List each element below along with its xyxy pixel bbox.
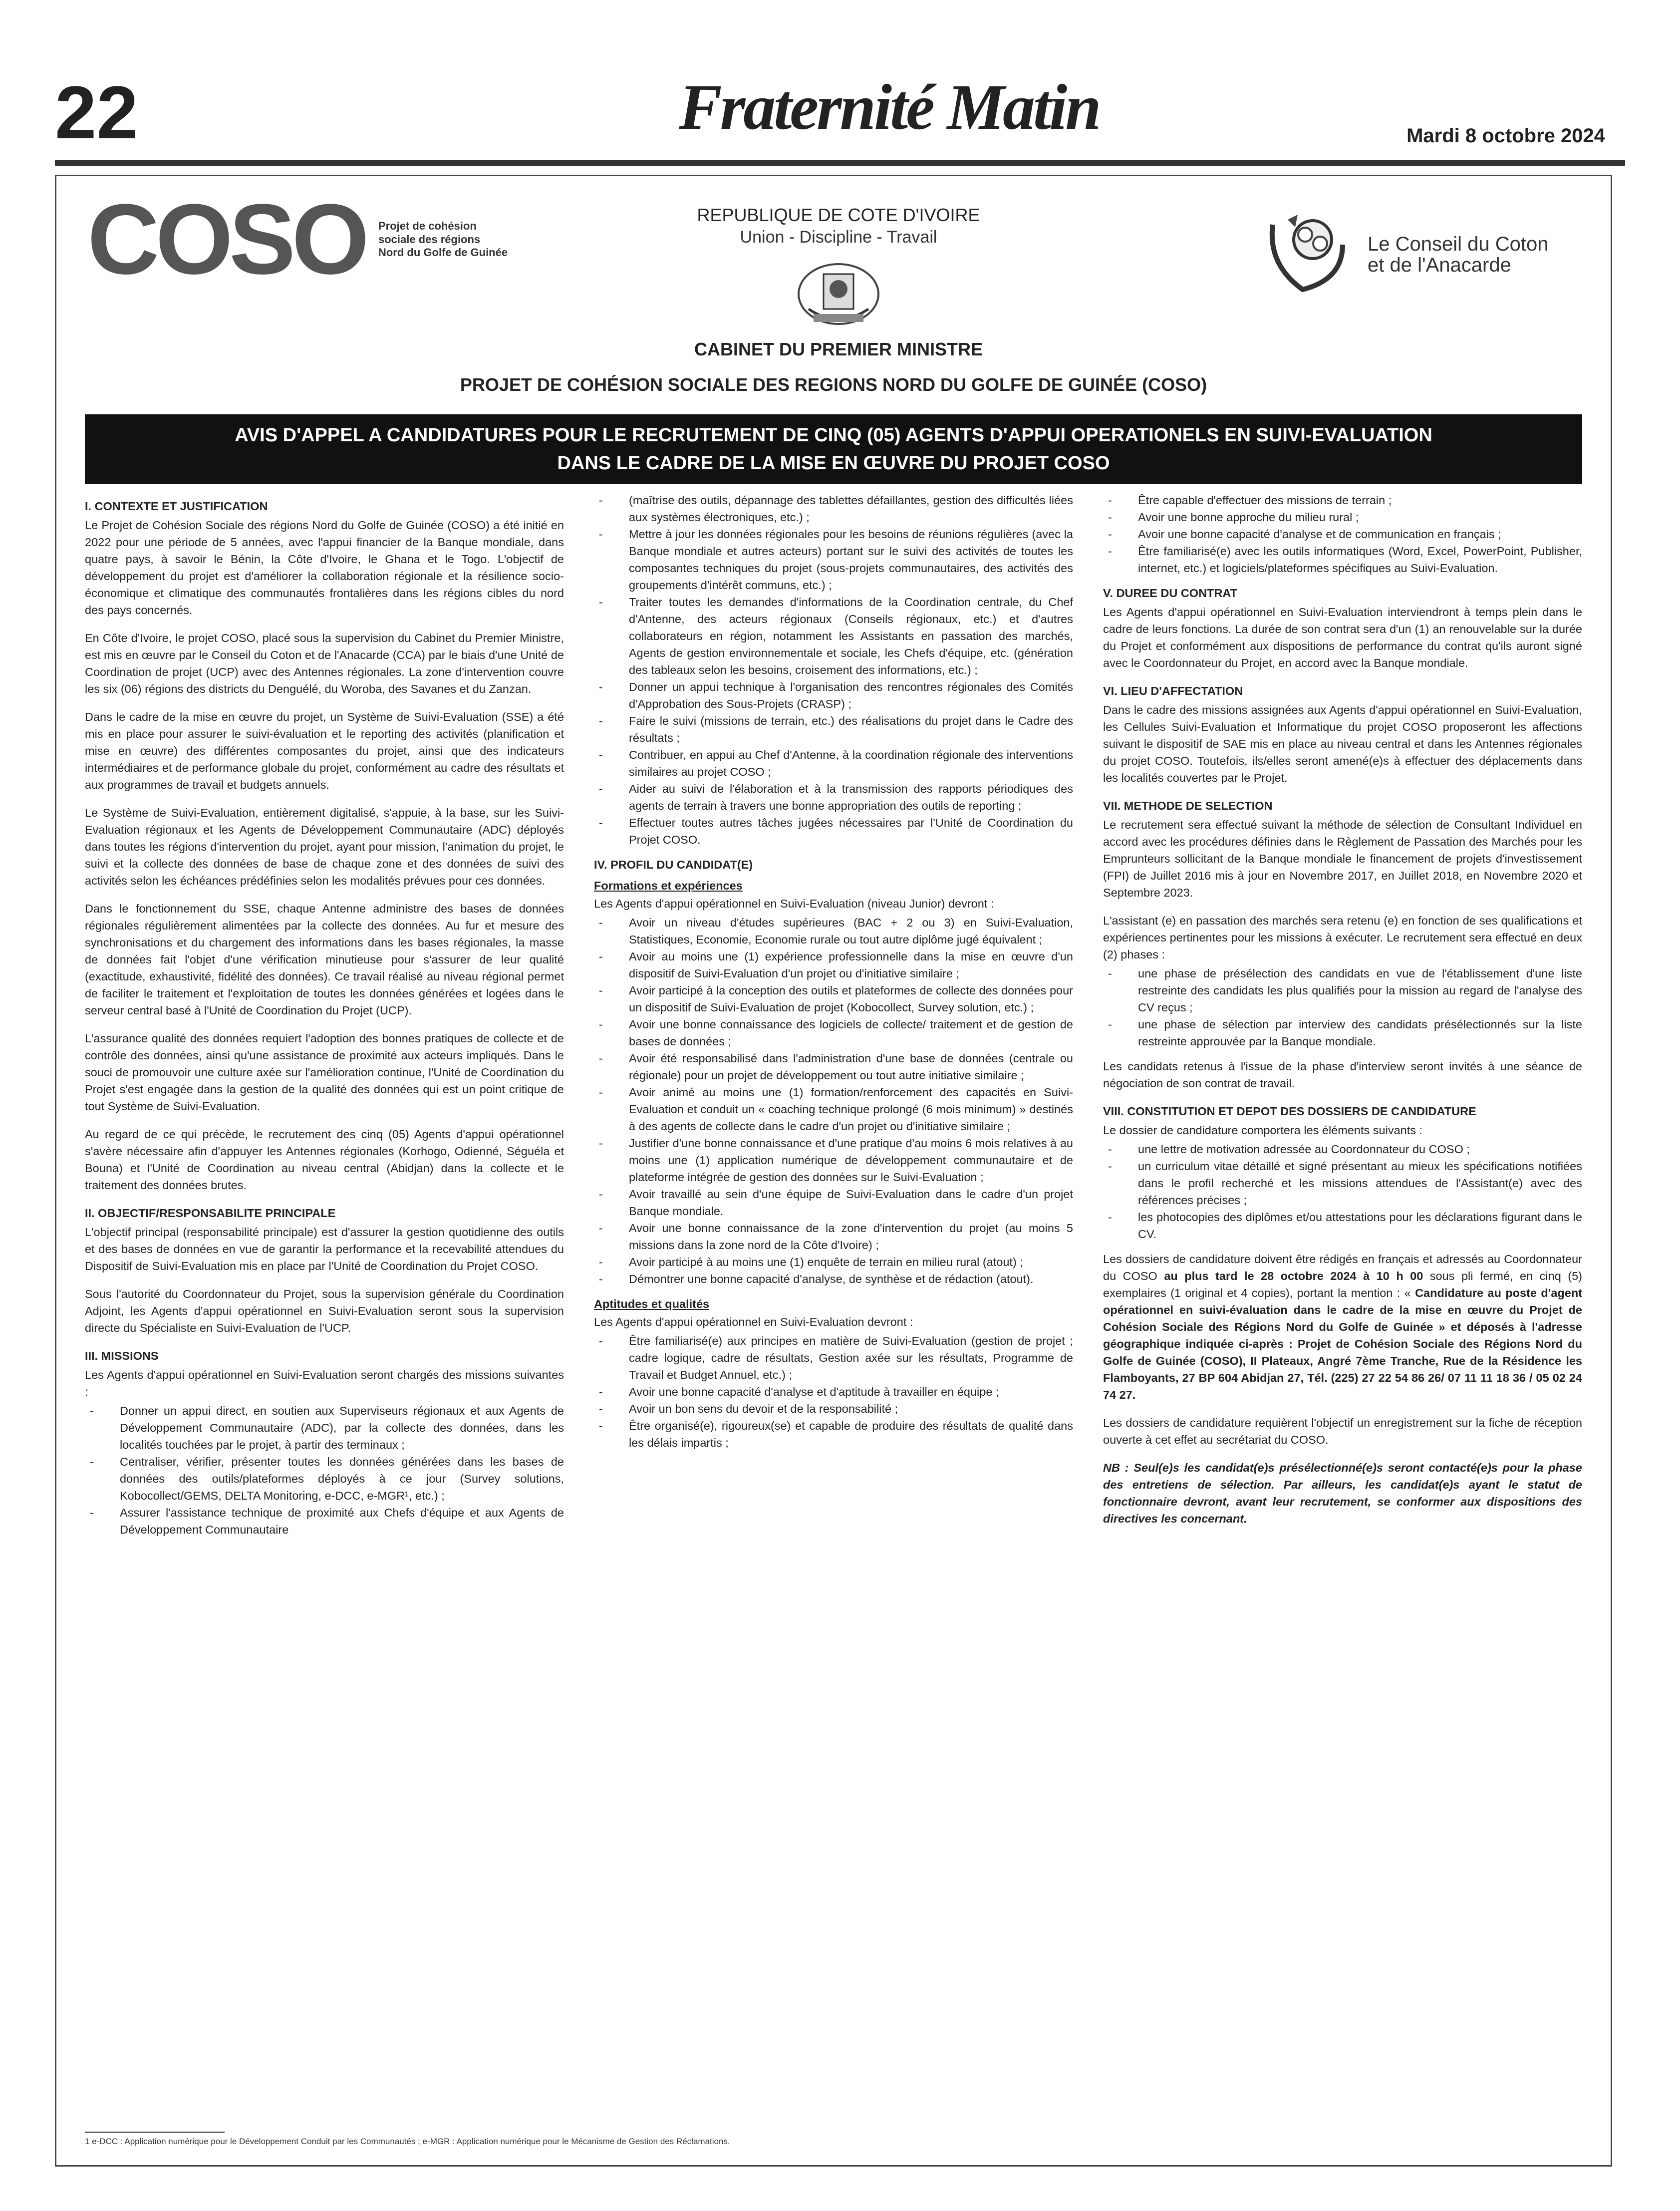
paragraph: Le recrutement sera effectué suivant la méthode de sélection de Consultant Individuel en accord avec les procédures définies dans le Règlement de Passation des Marchés pour les Emprunteurs sollicitant de la Banque mondiale le financement de projets d'investissement (FPI) de Juillet 2016 mis à jour en Novembre 2017, en Juillet 2018, en Novembre 2020 et Septembre 2023.: [1103, 818, 1582, 899]
list-item: - Aider au suivi de l'élaboration et à la transmission des rapports périodiques des agents de terrain à travers une bonne appropriation des outils de reporting ;: [594, 780, 1073, 814]
ccc-name-line1: Le Conseil du Coton: [1368, 233, 1549, 255]
paragraph: L'objectif principal (responsabilité principale) est d'assurer la gestion quotidienne des outils et des bases de données en vue de garantir la performance et la recevabilité attendues du Dispositif de Suivi-Evaluation mis en place par l'Unité de Coordination du Projet COSO.: [85, 1226, 564, 1272]
cotton-cashew-icon: [1258, 205, 1358, 305]
paragraph: Dans le cadre de la mise en œuvre du projet, un Système de Suivi-Evaluation (SSE) a été mis en place pour assurer le suivi-évaluation et le reporting des activités (planification et mise en œuvre) des différentes composantes du projet, ainsi que des indicateurs intermédiaires et de performance globale du projet, conformément au cadre des résultats et aux programmes de travail et budgets annuels.: [85, 710, 564, 791]
paragraph: Au regard de ce qui précède, le recrutement des cinq (05) Agents d'appui opérationnel s'avère nécessaire afin d'appuyer les Antennes régionales (Korhogo, Odienné, Séguéla et Bouna) et l'Unité de Coordination au niveau central (Abidjan) dans la collecte et le traitement des données brutes.: [85, 1128, 564, 1192]
list-item: - Avoir au moins une (1) expérience professionnelle dans la mise en œuvre d'un dispositif de Suivi-Evaluation d'un projet ou d'initiative similaire ;: [594, 948, 1073, 982]
country-name: REPUBLIQUE DE COTE D'IVOIRE: [697, 205, 980, 225]
list-item: - Avoir un bon sens du devoir et de la responsabilité ;: [594, 1400, 1073, 1417]
missions-list: [85, 1402, 564, 1538]
section-heading: II. OBJECTIF/RESPONSABILITE PRINCIPALE: [85, 1207, 336, 1220]
footnote: 1 e-DCC : Application numérique pour le Développement Conduit par les Communautés ; e-MGR : Application numérique pour le Mécanisme de Gestion des Réclamations.: [85, 2137, 730, 2146]
paragraph: L'assistant (e) en passation des marchés sera retenu (e) en fonction de ses qualifications et expériences pertinentes pour les missions à exécuter. Le recrutement sera effectué en deux (2) phases :: [1103, 914, 1582, 961]
list-item: - Avoir participé à la conception des outils et plateformes de collecte des données pour un dispositif de Suivi-Evaluation de projet (Kobocollect, Survey solution, etc.) ;: [594, 982, 1073, 1016]
list-item: - Avoir une bonne connaissance de la zone d'intervention du projet (au moins 5 missions dans la zone nord de la Côte d'Ivoire) ;: [594, 1220, 1073, 1254]
missions-list-continued: [594, 492, 1073, 848]
text-run: sous pli fermé, en cinq (5) exemplaires (1 original et 4 copies), portant la mention : «: [1103, 1269, 1582, 1299]
text-run: Les dossiers de candidature doivent être rédigés en français et adressés au Coordonnateur du COSO: [1103, 1253, 1582, 1282]
notice-title-banner: [85, 414, 1582, 484]
paragraph: Les Agents d'appui opérationnel en Suivi-Evaluation devront :: [594, 1315, 913, 1328]
section-heading: VII. METHODE DE SELECTION: [1103, 799, 1273, 812]
list-item: - Être organisé(e), rigoureux(se) et capable de produire des résultats de qualité dans les délais impartis ;: [594, 1417, 1073, 1451]
list-item: - une phase de présélection des candidats en vue de l'établissement d'une liste restreinte des candidats les plus qualifiés pour la mission au regard de l'analyse des CV reçus ;: [1103, 965, 1582, 1016]
qualifications-list: [594, 914, 1073, 1287]
project-title: PROJET DE COHÉSION SOCIALE DES REGIONS NORD DU GOLFE DE GUINÉE (COSO): [460, 374, 1207, 395]
paragraph: Les Agents d'appui opérationnel en Suivi-Evaluation seront chargés des missions suivantes :: [85, 1368, 564, 1398]
deadline-text: au plus tard le 28 octobre 2024 à 10 h 00: [1164, 1269, 1423, 1282]
list-item: - Donner un appui direct, en soutien aux Superviseurs régionaux et aux Agents de Développement Communautaire (ADC), par la collecte des données, dans les localités touchées par le projet, à partir des terminaux ;: [85, 1402, 564, 1453]
list-item: - Donner un appui technique à l'organisation des rencontres régionales des Comités d'Approbation des Sous-Projets (CRASP) ;: [594, 678, 1073, 712]
list-item: - Être familiarisé(e) aux principes en matière de Suivi-Evaluation (gestion de projet ; cadre logique, cadre de résultats, Gestion axée sur les résultats, Programme de Travail et Budget Annuel, etc.) ;: [594, 1332, 1073, 1383]
ccc-logo: [1258, 205, 1577, 305]
government-header: [644, 205, 1033, 360]
column-1: [85, 492, 564, 1546]
paragraph: Le Système de Suivi-Evaluation, entièrement digitalisé, s'appuie, à la base, sur les Suivi-Evaluation régionaux et les Agents de Développement Communautaire (ADC) déployés dans toutes les régions d'intervention du projet, ayant pour mission, l'animation du projet, le suivi et la collecte des données de base de chaque zone et des données de suivi des activités selon les échéances prédéfinies selon les modalités prévues pour ces données.: [85, 806, 564, 887]
list-item: - Démontrer une bonne capacité d'analyse, de synthèse et de rédaction (atout).: [594, 1270, 1073, 1287]
list-item: - les photocopies des diplômes et/ou attestations pour les déclarations figurant dans le CV.: [1103, 1209, 1582, 1243]
section-heading: IV. PROFIL DU CANDIDAT(E): [594, 858, 753, 871]
section-heading: VI. LIEU D'AFFECTATION: [1103, 684, 1243, 697]
paragraph: Le Projet de Cohésion Sociale des régions Nord du Golfe de Guinée (COSO) a été initié en 2022 pour une période de 5 années, avec l'appui financier de la Banque mondiale, dans quatre pays, à savoir le Bénin, la Côte d'Ivoire, le Ghana et le Togo. L'objectif de développement du projet est d'améliorer la collaboration régionale et la résilience socio-économique et climatique des communautés frontalières dans les régions cibles du nord des pays concernés.: [85, 519, 564, 617]
coso-wordmark: [87, 184, 365, 295]
list-item: - (maîtrise des outils, dépannage des tablettes défaillantes, gestion des difficultés liées aux systèmes électroniques, etc.) ;: [594, 492, 1073, 526]
banner-line-1: AVIS D'APPEL A CANDIDATURES POUR LE RECRUTEMENT DE CINQ (05) AGENTS D'APPUI OPERATIONELS EN SUIVI-EVALUATION: [235, 425, 1432, 446]
paragraph: Les dossiers de candidature requièrent l'objectif un enregistrement sur la fiche de réception ouverte à cet effet au secrétariat du COSO.: [1103, 1416, 1582, 1446]
ccc-name-line2: et de l'Anacarde: [1368, 254, 1511, 276]
section-heading: I. CONTEXTE ET JUSTIFICATION: [85, 500, 268, 513]
list-item: - Être familiarisé(e) avec les outils informatiques (Word, Excel, PowerPoint, Publisher, internet, etc.) et logiciels/plateformes spécifiques au Suivi-Evaluation.: [1103, 543, 1582, 577]
newspaper-masthead: Fraternité Matin: [679, 71, 1100, 143]
coso-tagline: Projet de cohésion sociale des régions Nord du Golfe de Guinée: [378, 220, 508, 259]
submission-address: Candidature au poste d'agent opérationnel en suivi-évaluation dans le cadre de la mise en œuvre du Projet de Cohésion Sociale des Régions Nord du Golfe de Guinée » et déposés à l'adresse géographique indiquée ci-après : Projet de Cohésion Sociale des Régions Nord du Golfe de Guinée (COSO), II Plateaux, Angré 7ème Tranche, Rue de la Résidence les Flamboyants, 27 BP 604 Abidjan 27, Tél. (225) 27 22 54 86 26/ 07 11 11 18 36 / 05 02 24 74 27.: [1103, 1286, 1582, 1401]
list-item: - Contribuer, en appui au Chef d'Antenne, à la coordination régionale des interventions similaires au projet COSO ;: [594, 746, 1073, 780]
submission-paragraph: [1103, 1251, 1582, 1403]
list-item: - Avoir été responsabilisé dans l'administration d'une base de données (centrale ou régionale) pour un projet de développement ou tout autre initiative similaire ;: [594, 1050, 1073, 1084]
list-item: - Avoir une bonne approche du milieu rural ;: [1103, 509, 1582, 526]
list-item: - Avoir une bonne connaissance des logiciels de collecte/ traitement et de gestion de bases de données ;: [594, 1016, 1073, 1050]
coso-logo-letters: COSO: [87, 184, 365, 295]
dossier-items-list: [1103, 1141, 1582, 1243]
list-item: - Assurer l'assistance technique de proximité aux Chefs d'équipe et aux Agents de Développement Communautaire: [85, 1504, 564, 1538]
section-heading: VIII. CONSTITUTION ET DEPOT DES DOSSIERS DE CANDIDATURE: [1103, 1105, 1476, 1118]
paragraph: Dans le cadre des missions assignées aux Agents d'appui opérationnel en Suivi-Evaluation, les Cellules Suivi-Evaluation et Informatique du projet COSO proposeront les affections suivant le dispositif de SAE mis en place au niveau central et dans les Antennes régionales du projet COSO. Toutefois, ils/elles seront amené(e)s à effectuer des déplacements dans les localités couvertes par le Projet.: [1103, 703, 1582, 784]
list-item: - Avoir participé à au moins une (1) enquête de terrain en milieu rural (atout) ;: [594, 1254, 1073, 1270]
list-item: - un curriculum vitae détaillé et signé présentant au mieux les spécifications notifiées dans le profil recherché et les missions attendues de l'Assistant(e) avec des références précises ;: [1103, 1158, 1582, 1209]
list-item: - Centraliser, vérifier, présenter toutes les données générées dans les bases de données des outils/plateformes déployés à ce jour (Survey solutions, Kobocollect/GEMS, DELTA Monitoring, e-DCC, e-MGR¹, etc.) ;: [85, 1453, 564, 1504]
list-item: - Effectuer toutes autres tâches jugées nécessaires par l'Unité de Coordination du Projet COSO.: [594, 814, 1073, 848]
nota-bene: NB : Seul(e)s les candidat(e)s présélectionné(e)s seront contacté(e)s pour la phase des entretiens de sélection. Par ailleurs, les candidat(e)s ayant le statut de fonctionnaire devront, avant leur recrutement, se conformer aux dispositions des directives les concernant.: [1103, 1461, 1582, 1525]
header-rule: [55, 160, 1625, 166]
aptitudes-list-continued: [1103, 492, 1582, 577]
paragraph: L'assurance qualité des données requiert l'adoption des bonnes pratiques de collecte et de contrôle des données, ainsi qu'une assistance de proximité aux acteurs impliqués. Dans le souci de promouvoir une culture axée sur l'amélioration continue, l'Unité de Coordination du Projet s'est engagée dans la gestion de la qualité des données qui est un point critique de tout Système de Suivi-Evaluation.: [85, 1032, 564, 1113]
subsection-heading: Formations et expériences: [594, 879, 743, 892]
list-item: - Traiter toutes les demandes d'informations de la Coordination centrale, du Chef d'Antenne, des acteurs régionaux (Conseils régionaux, etc.) et d'autres collaborateurs en région, notamment les Assistants en passation des marchés, Agents de gestion environnementale et sociale, les Chefs d'équipe, etc. (génération des tableaux selon les besoins, croisement des informations, etc.) ;: [594, 594, 1073, 678]
section-heading: V. DUREE DU CONTRAT: [1103, 587, 1237, 600]
paragraph: Sous l'autorité du Coordonnateur du Projet, sous la supervision générale du Coordination Adjoint, les Agents d'appui opérationnel en Suivi-Evaluation seront sous la supervision directe du Spécialiste en Suivi-Evaluation de l'UCP.: [85, 1287, 564, 1334]
paragraph: Les candidats retenus à l'issue de la phase d'interview seront invités à une séance de négociation de son contrat de travail.: [1103, 1060, 1582, 1090]
paragraph: Dans le fonctionnement du SSE, chaque Antenne administre des bases de données régionales régulièrement alimentées par la collecte des données. Au fur et mesure des synchronisations et du chargement des informations dans les bases régionales, la masse de données fait l'objet d'une vérification minutieuse pour s'assurer de leur qualité (exactitude, exhaustivité, fidélité des données). Ce travail réalisé au niveau régional permet de faciliter le traitement et l'exploitation de toutes les données générées et logées dans le serveur central basé à l'Unité de Coordination du Projet (UCP).: [85, 902, 564, 1017]
list-item: - Avoir animé au moins une (1) formation/renforcement des capacités en Suivi-Evaluation et conduit un « coaching technique prolongé (6 mois minimum) » destinés à des agents de collecte dans le cadre d'un projet ou d'initiative similaire ;: [594, 1084, 1073, 1135]
paragraph: Le dossier de candidature comportera les éléments suivants :: [1103, 1124, 1423, 1137]
list-item: - une phase de sélection par interview des candidats présélectionnés sur la liste restreinte approuvée par la Banque mondiale.: [1103, 1016, 1582, 1050]
coat-of-arms-icon: [794, 254, 883, 334]
paragraph: Les Agents d'appui opérationnel en Suivi-Evaluation interviendront à temps plein dans le cadre de leurs fonctions. La durée de son contrat sera d'un (1) an renouvelable sur la durée du Projet et conformément aux dispositions de performance du contrat qu'ils auront signé avec le Coordonnateur du Projet, en accord avec la Banque mondiale.: [1103, 606, 1582, 669]
paragraph: En Côte d'Ivoire, le projet COSO, placé sous la supervision du Cabinet du Premier Ministre, est mis en œuvre par le Conseil du Coton et de l'Anacarde (CCA) par le biais d'une Unité de Coordination de projet (UCP) avec des Antennes régionales. La zone d'intervention couvre les six (06) régions des districts du Denguélé, du Woroba, des Savanes et du Zanzan.: [85, 632, 564, 695]
list-item: - une lettre de motivation adressée au Coordonnateur du COSO ;: [1103, 1141, 1582, 1158]
banner-line-2: DANS LE CADRE DE LA MISE EN ŒUVRE DU PROJET COSO: [557, 453, 1110, 474]
selection-phases-list: [1103, 965, 1582, 1050]
page-number: 22: [55, 70, 138, 154]
paragraph: Les Agents d'appui opérationnel en Suivi-Evaluation (niveau Junior) devront :: [594, 897, 994, 910]
list-item: - Être capable d'effectuer des missions de terrain ;: [1103, 492, 1582, 509]
list-item: - Mettre à jour les données régionales pour les besoins de réunions régulières (avec la Banque mondiale et autres acteurs) portant sur le suivi des activités de toutes les composantes techniques du projet (sous-projets communautaires, des activités des groupements d'intérêt communs, etc.) ;: [594, 526, 1073, 594]
subsection-heading: Aptitudes et qualités: [594, 1297, 710, 1310]
list-item: - Faire le suivi (missions de terrain, etc.) des réalisations du projet dans le Cadre des résultats ;: [594, 712, 1073, 746]
footnote-rule: [85, 2132, 225, 2133]
coso-logo: [87, 184, 508, 295]
section-heading: III. MISSIONS: [85, 1349, 159, 1362]
issue-date: Mardi 8 octobre 2024: [1406, 125, 1605, 147]
list-item: - Avoir une bonne capacité d'analyse et de communication en français ;: [1103, 526, 1582, 543]
list-item: - Avoir travaillé au sein d'une équipe de Suivi-Evaluation dans le cadre d'un projet Banque mondiale.: [594, 1186, 1073, 1220]
aptitudes-list: [594, 1332, 1073, 1451]
country-motto: Union - Discipline - Travail: [740, 228, 937, 247]
list-item: - Avoir une bonne capacité d'analyse et d'aptitude à travailler en équipe ;: [594, 1383, 1073, 1400]
cabinet-title: CABINET DU PREMIER MINISTRE: [694, 339, 983, 359]
column-2: [594, 492, 1073, 1459]
column-3: [1103, 492, 1582, 1538]
list-item: - Avoir un niveau d'études supérieures (BAC + 2 ou 3) en Suivi-Evaluation, Statistiques, Economie, Economie rurale ou tout autre diplôme jugé équivalent ;: [594, 914, 1073, 948]
list-item: - Justifier d'une bonne connaissance et d'une pratique d'au moins 6 mois relatives à au moins une (1) application numérique de développement communautaire et de plateforme intégrée de gestion des données sur le Suivi-Evaluation ;: [594, 1135, 1073, 1186]
